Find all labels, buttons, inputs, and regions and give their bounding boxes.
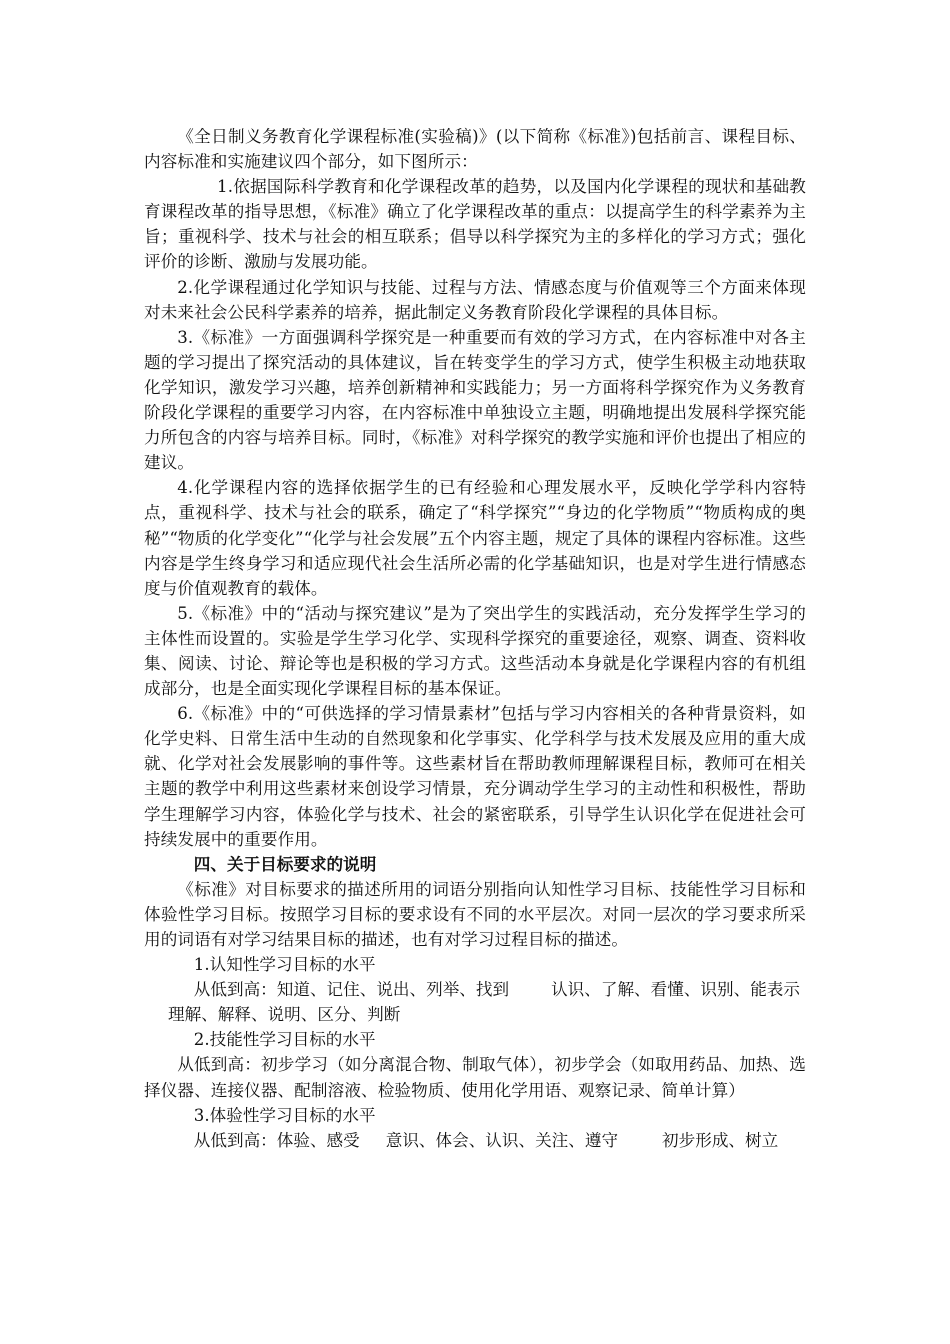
point-5: 5.《标准》中的“活动与探究建议”是为了突出学生的实践活动，充分发挥学生学习的主体性而设置的。实验是学生学习化学、实现科学探究的重要途径，观察、调查、资料收集、阅读、讨论、辩论等也是积极的学习方式。这些活动本身就是化学课程内容的有机组成部分，也是全面实现化学课程目标的基本保证。 — [144, 603, 806, 699]
experience-level-3: 初步形成、树立 — [662, 1130, 779, 1150]
cognitive-levels — [144, 977, 806, 1027]
cognitive-level-2: 认识、了解、看懂、识别、能表示 — [551, 980, 800, 1000]
intro-paragraph: 《全日制义务教育化学课程标准(实验稿)》(以下简称《标准》)包括前言、课程目标、内容标准和实施建议四个部分，如下图所示： — [144, 127, 806, 172]
experience-level-1: 从低到高：体验、感受 — [193, 1130, 360, 1150]
skill-levels: 从低到高：初步学习（如分离混合物、制取气体），初步学会（如取用药品、加热、选择仪器、连接仪器、配制溶液、检验物质、使用化学用语、观察记录、简单计算） — [144, 1055, 806, 1100]
experience-title: 3.体验性学习目标的水平 — [193, 1105, 376, 1125]
cognitive-level-3: 理解、解释、说明、区分、判断 — [168, 1005, 401, 1025]
point-2: 2.化学课程通过化学知识与技能、过程与方法、情感态度与价值观等三个方面来体现对未来社会公民科学素养的培养，据此制定义务教育阶段化学课程的具体目标。 — [144, 277, 806, 322]
point-1: 1.依据国际科学教育和化学课程改革的趋势，以及国内化学课程的现状和基础教育课程改革的指导思想，《标准》确立了化学课程改革的重点：以提高学生的科学素养为主旨；重视科学、技术与社会的相互联系；倡导以科学探究为主的多样化的学习方式；强化评价的诊断、激励与发展功能。 — [144, 177, 806, 272]
point-4: 4.化学课程内容的选择依据学生的已有经验和心理发展水平，反映化学学科内容特点，重视科学、技术与社会的联系，确定了“科学探究”“身边的化学物质”“物质构成的奥秘”“物质的化学变化”“化学与社会发展”五个内容主题，规定了具体的课程内容标准。这些内容是学生终身学习和适应现代社会生活所必需的化学基础知识，也是对学生进行情感态度与价值观教育的载体。 — [144, 478, 806, 598]
section-intro: 《标准》对目标要求的描述所用的词语分别指向认知性学习目标、技能性学习目标和体验性学习目标。按照学习目标的要求设有不同的水平层次。对同一层次的学习要求所采用的词语有对学习结果目标的描述，也有对学习过程目标的描述。 — [144, 879, 806, 949]
experience-level-2: 意识、体会、认识、关注、遵守 — [385, 1130, 619, 1150]
skill-title: 2.技能性学习目标的水平 — [193, 1030, 376, 1050]
cognitive-level-1: 从低到高：知道、记住、说出、列举、找到 — [193, 980, 510, 1000]
document-page — [144, 124, 806, 1153]
cognitive-title: 1.认知性学习目标的水平 — [193, 955, 376, 975]
point-3: 3.《标准》一方面强调科学探究是一种重要而有效的学习方式，在内容标准中对各主题的学习提出了探究活动的具体建议，旨在转变学生的学习方式，使学生积极主动地获取化学知识，激发学习兴趣，培养创新精神和实践能力；另一方面将科学探究作为义务教育阶段化学课程的重要学习内容，在内容标准中单独设立主题，明确地提出发展科学探究能力所包含的内容与培养目标。同时，《标准》对科学探究的教学实施和评价也提出了相应的建议。 — [144, 327, 806, 473]
section-heading: 四、关于目标要求的说明 — [193, 854, 377, 874]
experience-levels — [144, 1128, 806, 1153]
point-6: 6.《标准》中的“可供选择的学习情景素材”包括与学习内容相关的各种背景资料，如化学史料、日常生活中生动的自然现象和化学事实、化学科学与技术发展及应用的重大成就、化学对社会发展影响的事件等。这些素材旨在帮助教师理解课程目标，教师可在相关主题的教学中利用这些素材来创设学习情景，充分调动学生学习的主动性和积极性，帮助学生理解学习内容，体验化学与技术、社会的紧密联系，引导学生认识化学在促进社会可持续发展中的重要作用。 — [144, 704, 806, 849]
